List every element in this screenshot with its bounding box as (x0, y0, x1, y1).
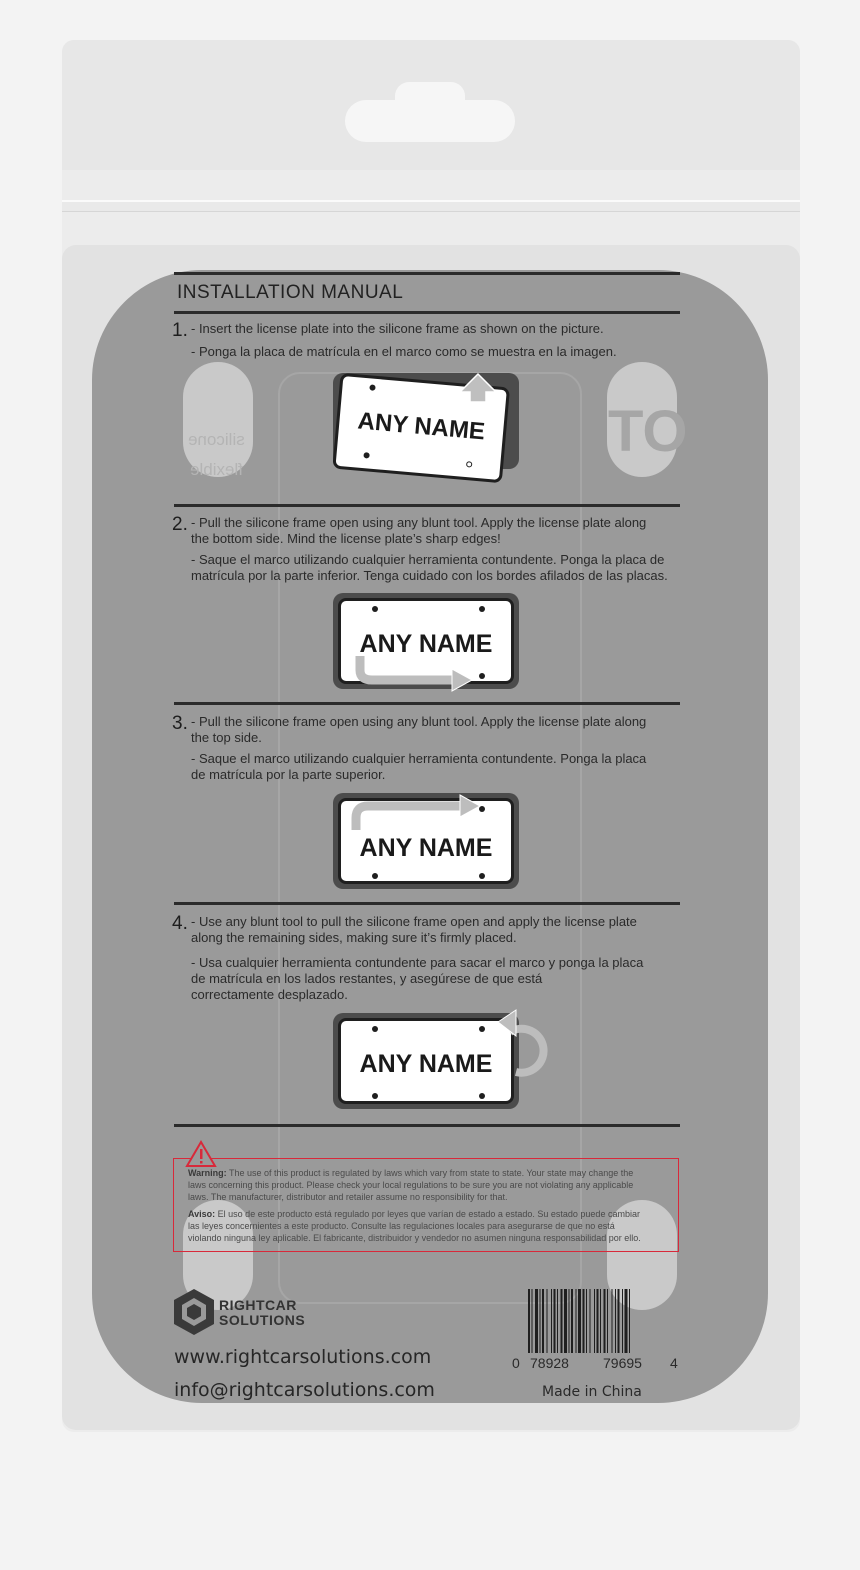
step-2-text-en-1: - Pull the silicone frame open using any blunt tool. Apply the license plate along (191, 515, 647, 530)
step-1-text-en: - Insert the license plate into the silicone frame as shown on the picture. (191, 321, 604, 336)
step-4-plate-label: ANY NAME (359, 1050, 493, 1078)
brand-website: www.rightcarsolutions.com (174, 1346, 432, 1368)
aviso-label: Aviso: (188, 1209, 216, 1219)
step-1-text-es: - Ponga la placa de matrícula en el marco como se muestra en la imagen. (191, 344, 617, 359)
warning-text-en: Warning: The use of this product is regulated by laws which vary from state to state. Your state may change the laws concerning this product. Please check your local regulations to be sure you are not violating any applicable laws. The manufacturer, distributor and retailer assume no responsibility for that. (188, 1168, 634, 1202)
step-3-text-es-2: de matrícula por la parte superior. (191, 767, 386, 782)
step-3-number: 3. (172, 713, 188, 734)
step-2-number: 2. (172, 514, 188, 535)
step-4-text-es-1: - Usa cualquier herramienta contundente para sacar el marco y ponga la placa (191, 955, 644, 970)
manual-title: INSTALLATION MANUAL (177, 282, 404, 303)
barcode-group-1: 78928 (530, 1355, 569, 1371)
ghost-text-flexible: flexible (190, 460, 243, 479)
ghost-text-to: TO (608, 399, 688, 464)
warning-icon (185, 1140, 217, 1168)
step-3-text-es-1: - Saque el marco utilizando cualquier herramienta contundente. Ponga la placa (191, 751, 647, 766)
ghost-text-silicone: silicone (188, 430, 245, 449)
step-1-number: 1. (172, 320, 188, 341)
step-4-rule (174, 1124, 680, 1127)
step-4-text-es-2: de matrícula en los lados restantes, y asegúrese de que está (191, 971, 543, 986)
step-2-text-en-2: the bottom side. Mind the license plate’s sharp edges! (191, 531, 501, 546)
brand-name-line1: RIGHTCAR (219, 1297, 297, 1313)
step-4-text-en-2: along the remaining sides, making sure it’s firmly placed. (191, 930, 517, 945)
step-1-plate-label: ANY NAME (356, 407, 487, 446)
warning-label: Warning: (188, 1168, 227, 1178)
barcode-group-2: 79695 (603, 1355, 642, 1371)
barcode-digit-first: 0 (512, 1355, 520, 1371)
barcode-digit-last: 4 (670, 1355, 678, 1371)
barcode (526, 1289, 674, 1357)
warning-text-es: Aviso: El uso de este producto está regulado por leyes que varían de estado a estado. Su estado puede cambiar las leyes concernientes a este producto. Consulte las regulaciones locales para asegurarse de que no está violando ninguna ley aplicable. El fabricante, distribuidor y vendedor no asumen ninguna responsabilidad por ello. (188, 1209, 641, 1243)
rightcar-logo-icon (172, 1288, 216, 1336)
step-3-text-en-2: the top side. (191, 730, 262, 745)
step-2-text-es-1: - Saque el marco utilizando cualquier herramienta contundente. Ponga la placa de (191, 552, 665, 567)
step-4-text-en-1: - Use any blunt tool to pull the silicone frame open and apply the license plate (191, 914, 637, 929)
brand-email: info@rightcarsolutions.com (174, 1379, 435, 1401)
step-3-plate-label: ANY NAME (359, 834, 493, 862)
step-4-text-es-3: correctamente desplazado. (191, 987, 348, 1002)
step-3-text-en-1: - Pull the silicone frame open using any blunt tool. Apply the license plate along (191, 714, 647, 729)
step-2-text-es-2: matrícula por la parte inferior. Tenga cuidado con los bordes afilados de las placas. (191, 568, 668, 583)
brand-name-line2: SOLUTIONS (219, 1312, 306, 1328)
step-2-plate-label: ANY NAME (359, 630, 493, 658)
step-4-number: 4. (172, 913, 188, 934)
made-in-china: Made in China (542, 1384, 642, 1400)
